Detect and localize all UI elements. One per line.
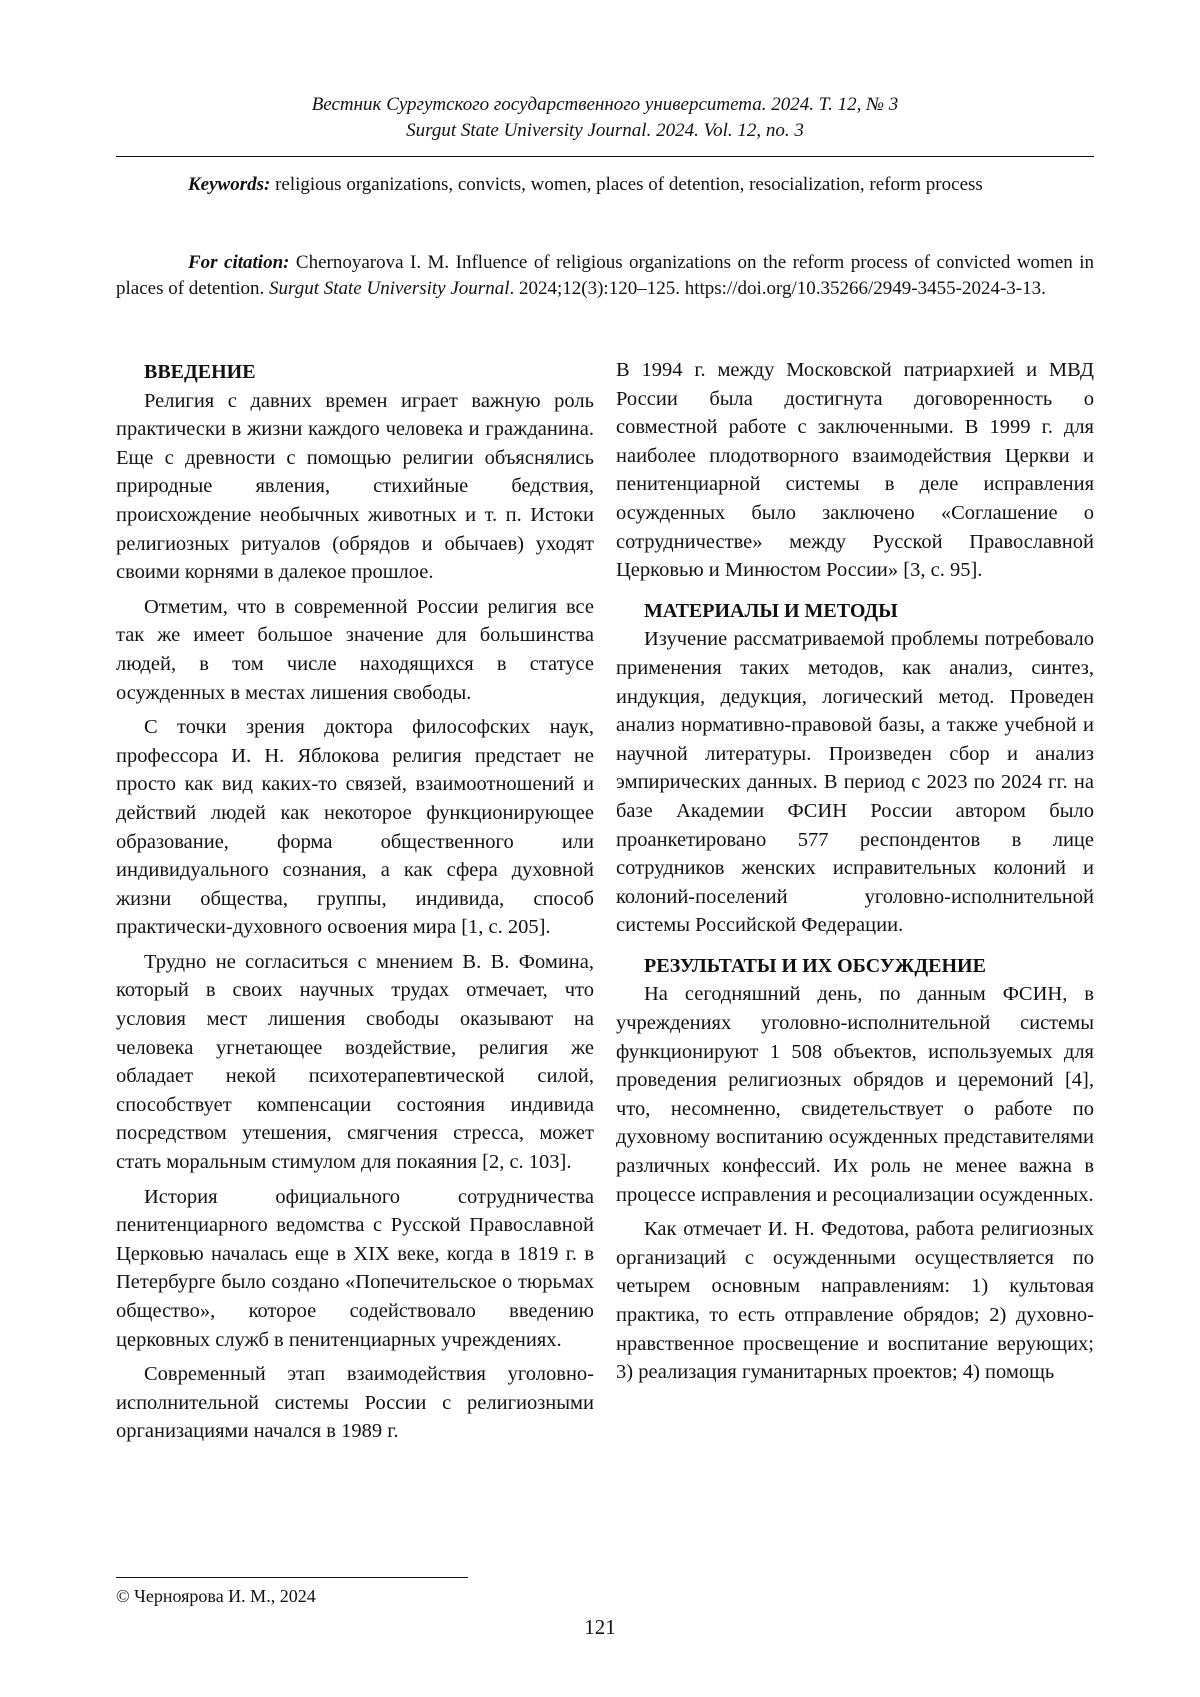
left-column (116, 358, 594, 1452)
citation-journal: Surgut State University Journal (269, 278, 510, 299)
paragraph: Религия с давних времен играет важную роль практически в жизни каждого человека и гражданина. Еще с древности с помощью религии объяснялись природные явления, стихийные бедствия, происхождение необычных животных и т. п. Истоки религиозных ритуалов (обрядов и обычаев) уходят своими корнями в далекое прошлое. (116, 389, 594, 584)
right-column (616, 356, 1094, 1393)
paragraph: Отметим, что в современной России религия все так же имеет большое значение для большинства людей, в том числе находящихся в статусе осужденных в местах лишения свободы. (116, 595, 594, 704)
footnote-divider (116, 1577, 468, 1578)
citation-label: For citation: (188, 252, 290, 273)
heading-methods: МАТЕРИАЛЫ И МЕТОДЫ (644, 599, 898, 622)
paragraph: На сегодняшний день, по данным ФСИН, в учреждениях уголовно-исполнительной системы функционируют 1 508 объектов, используемых для проведения религиозных обрядов и церемоний [4], что, несомненно, свидетельствует о работе по духовному воспитанию осужденных представителями различных конфессий. Их роль не менее важна в процессе исправления и ресоциализации осужденных. (616, 983, 1094, 1206)
paragraph: Современный этап взаимодействия уголовно-исполнительной системы России с религиозными организациями начался в 1989 г. (116, 1363, 594, 1443)
paragraph: В 1994 г. между Московской патриархией и МВД России была достигнута договоренность о совместной работе с заключенными. В 1999 г. для наиболее плодотворного взаимодействия Церкви и пенитенциарной системы в деле исправления осужденных было заключено «Соглашение о сотрудничестве» между Русской Православной Церковью и Минюстом России» [3, с. 95]. (616, 359, 1094, 582)
paragraph: Трудно не согласиться с мнением В. В. Фомина, который в своих научных трудах отмечает, что условия мест лишения свободы оказывают на человека угнетающее воздействие, религия же обладает некой психотерапевтической силой, способствует компенсации состояния индивида посредством утешения, смягчения стресса, может стать моральным стимулом для покаяния [2, с. 103]. (116, 950, 594, 1174)
heading-results: РЕЗУЛЬТАТЫ И ИХ ОБСУЖДЕНИЕ (644, 954, 986, 977)
keywords-block (116, 172, 1094, 198)
citation-text: Chernoyarova I. M. Influence of religious organizations on the reform process of convicted women in places of detention. (116, 252, 1094, 299)
paragraph: Как отмечает И. Н. Федотова, работа религиозных организаций с осужденными осуществляется по четырем основным направлениям: 1) культовая практика, то есть отправление обрядов; 2) духовно-нравственное просвещение и воспитание верующих; 3) реализация гуманитарных проектов; 4) помощь (616, 1218, 1094, 1384)
page-number: 121 (584, 1615, 616, 1639)
heading-introduction: ВВЕДЕНИЕ (144, 361, 256, 383)
paragraph: Изучение рассматриваемой проблемы потребовало применения таких методов, как анализ, синтез, индукция, дедукция, логический метод. Проведен анализ нормативно-правовой базы, а также учебной и научной литературы. Произведен сбор и анализ эмпирических данных. В период с 2023 по 2024 гг. на базе Академии ФСИН России автором было проанкетировано 577 респондентов в лице сотрудников женских исправительных колоний и колоний-поселений уголовно-исполнительной системы Российской Федерации. (616, 628, 1094, 937)
header-divider (116, 156, 1094, 157)
paragraph: С точки зрения доктора философских наук, профессора И. Н. Яблокова религия предстает не просто как вид каких-то связей, взаимоотношений и действий людей как некоторое функционирующее образование, форма общественного или индивидуального сознания, а как сфера духовной жизни общества, группы, индивида, способ практически-духовного освоения мира [1, с. 205]. (116, 716, 594, 939)
copyright-note: © Черноярова И. М., 2024 (116, 1586, 316, 1606)
citation-doi: . 2024;12(3):120–125. https://doi.org/10.35266/2949-3455-2024-3-13. (509, 278, 1046, 299)
keywords-label: Keywords: (188, 174, 271, 195)
paragraph: История официального сотрудничества пенитенциарного ведомства с Русской Православной Церковью началась еще в XIX веке, когда в 1819 г. в Петербурге было создано «Попечительское о тюрьмах общество», которое содействовало введению церковных служб в пенитенциарных учреждениях. (116, 1185, 594, 1351)
journal-header (116, 92, 1094, 144)
journal-title-en: Surgut State University Journal. 2024. Vol. 12, no. 3 (406, 120, 804, 141)
journal-title-ru: Вестник Сургутского государственного университета. 2024. Т. 12, № 3 (311, 94, 899, 115)
citation-block (116, 250, 1094, 302)
keywords-text: religious organizations, convicts, women, places of detention, resocialization, reform process (270, 174, 983, 195)
